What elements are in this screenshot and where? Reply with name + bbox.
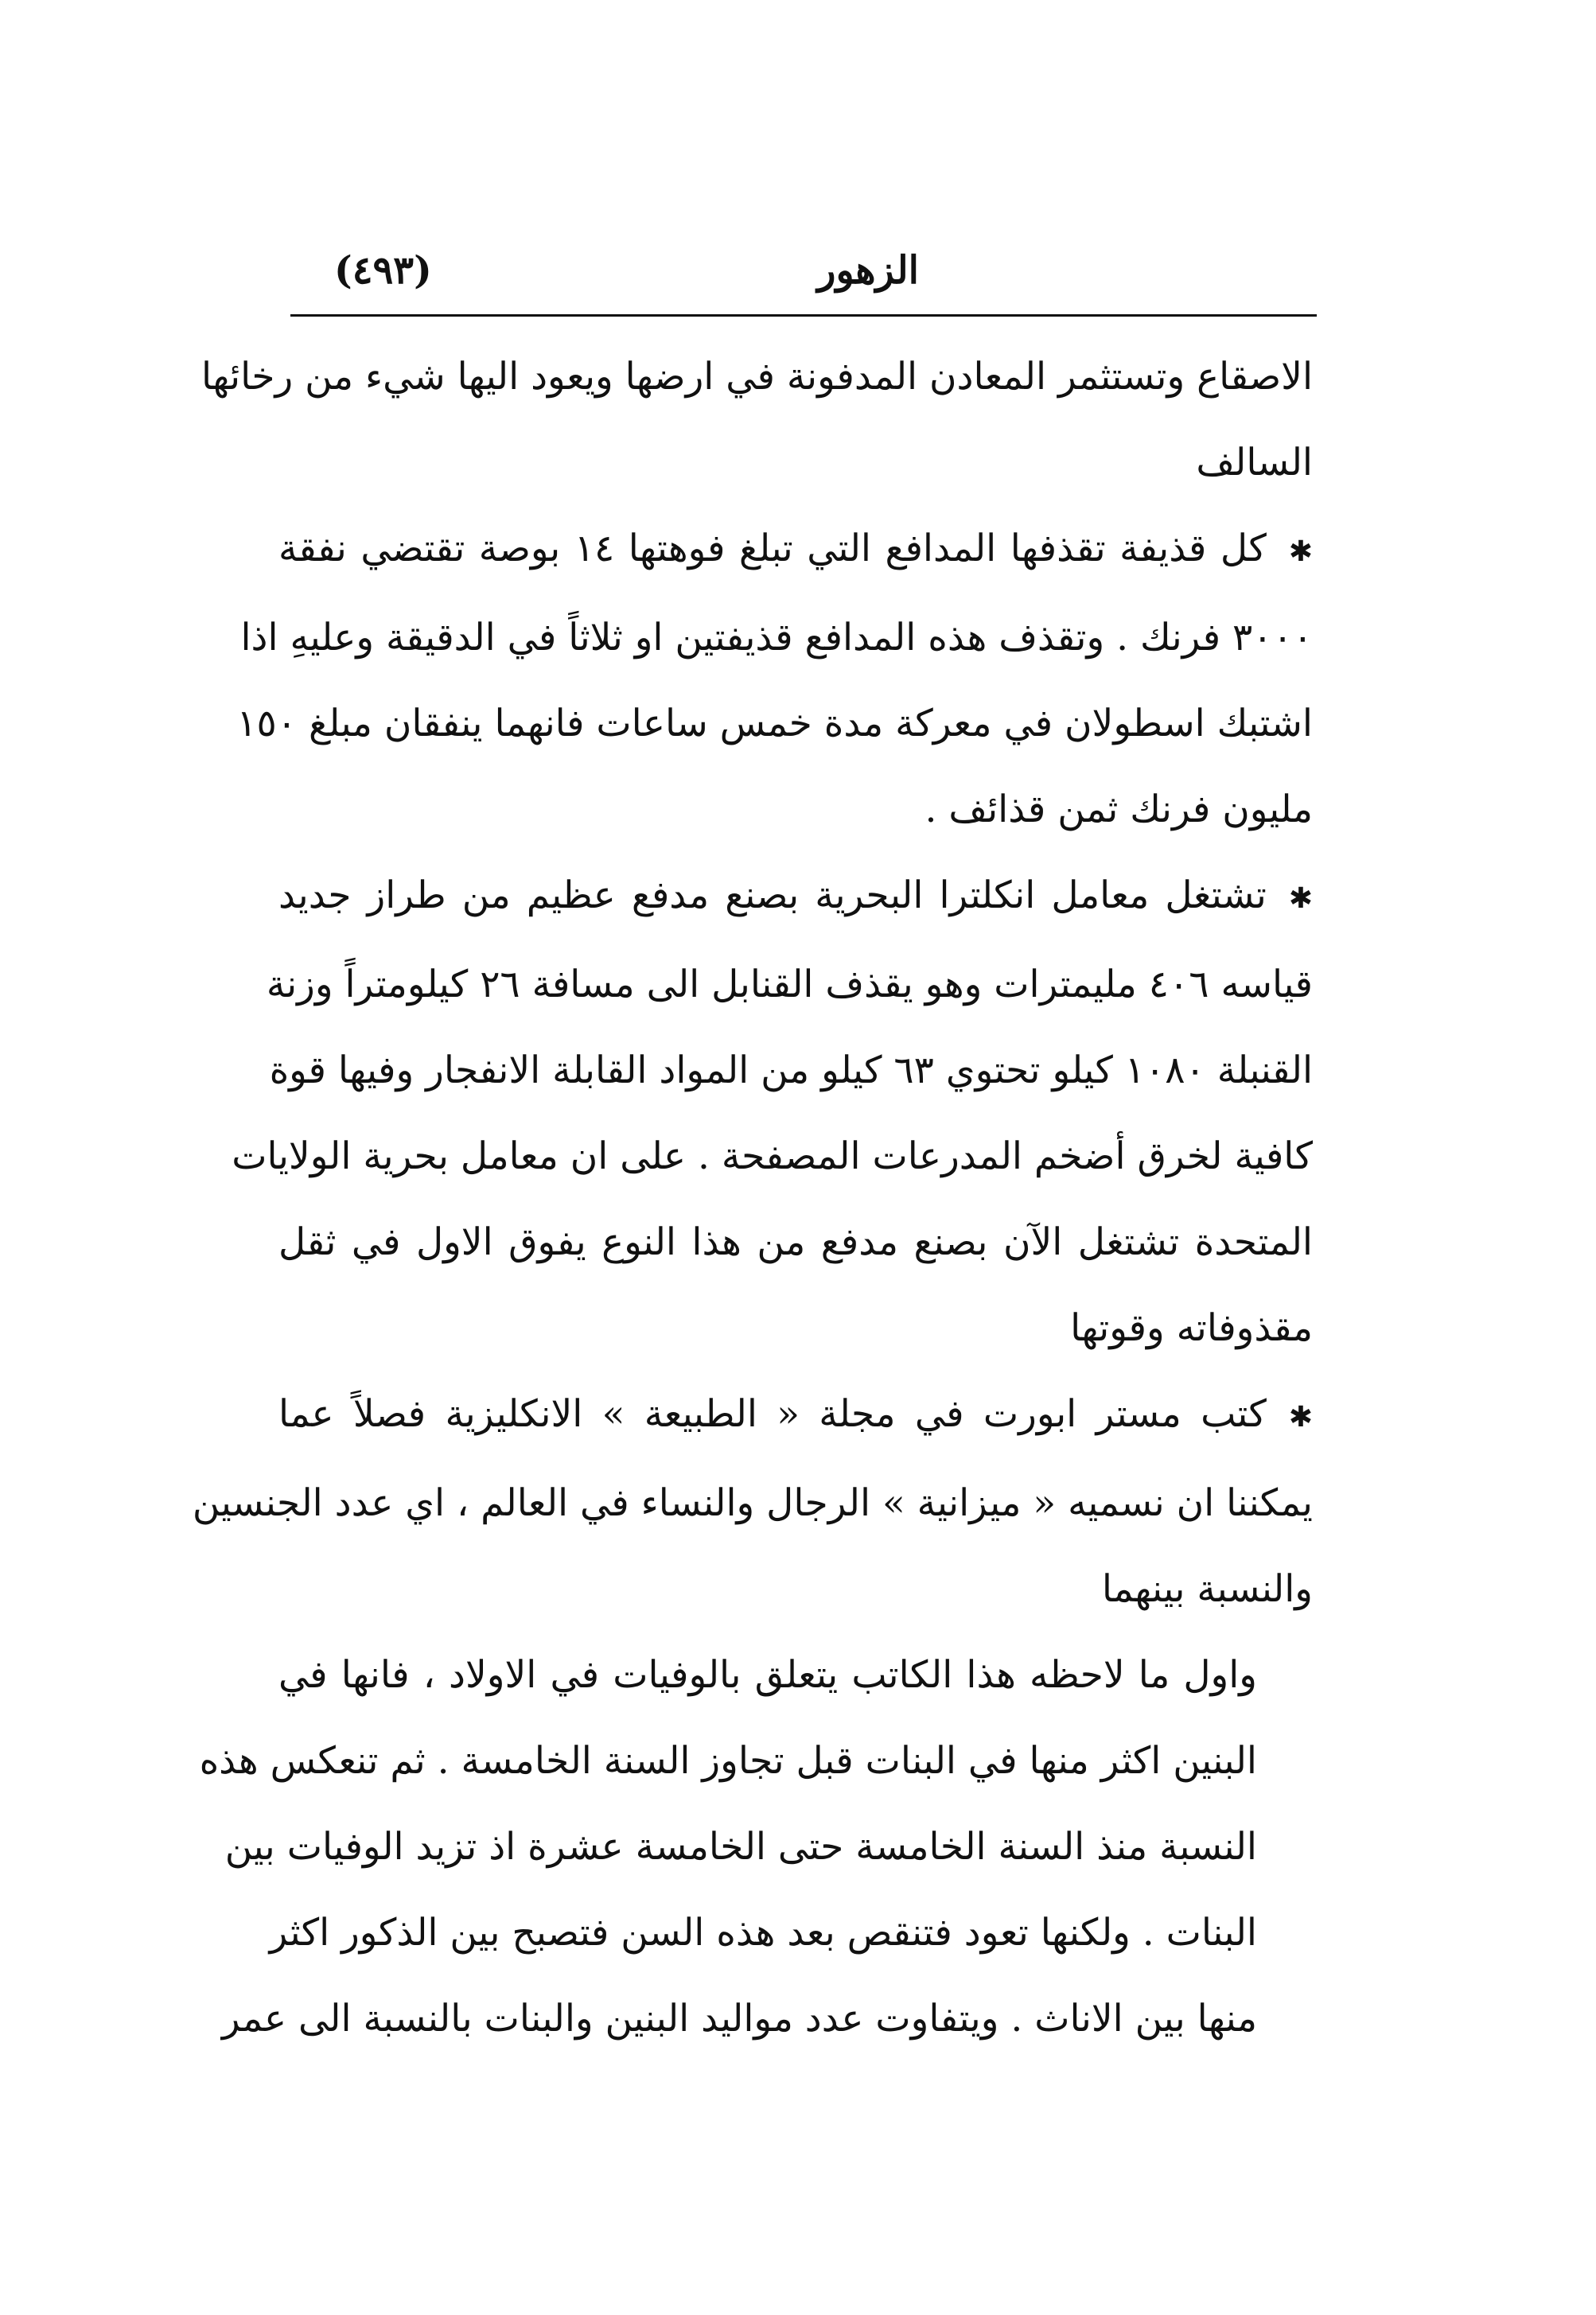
running-title: الزهور (817, 248, 919, 293)
text-line-content: كتب مستر ابورت في مجلة « الطبيعة » الانكليزية فصلاً عما (278, 1392, 1267, 1436)
text-line: السالف (1196, 441, 1313, 484)
text-line-content: تشتغل معامل انكلترا البحرية بصنع مدفع عظيم من طراز جديد (278, 873, 1267, 917)
paragraph (236, 506, 1313, 853)
star-bullet-icon: ✱ (1288, 535, 1313, 568)
text-line-content: كل قذيفة تقذفها المدافع التي تبلغ فوهتها ١٤ بوصة تقتضي نفقة (278, 527, 1267, 570)
paragraph (199, 1632, 1313, 2062)
text-line: النسبة منذ السنة الخامسة حتى الخامسة عشرة اذ تزيد الوفيات بين (224, 1825, 1257, 1869)
text-line: ٣٠٠٠ فرنك . وتقذف هذه المدافع قذيفتين او ثلاثاً في الدقيقة وعليهِ اذا (240, 616, 1313, 659)
text-line: اشتبك اسطولان في معركة مدة خمس ساعات فانهما ينفقان مبلغ ١٥٠ (236, 702, 1313, 745)
paragraph (232, 853, 1313, 1371)
text-line: مقذوفاته وقوتها (1070, 1306, 1313, 1350)
text-line: قياسه ٤٠٦ مليمترات وهو يقذف القنابل الى مسافة ٢٦ كيلومتراً وزنة (266, 963, 1313, 1006)
paragraph (201, 334, 1313, 506)
page-header (286, 239, 1313, 302)
text-line: منها بين الاناث . ويتفاوت عدد مواليد البنين والبنات بالنسبة الى عمر (221, 1997, 1257, 2041)
text-line: والنسبة بينهما (1101, 1567, 1313, 1611)
text-line: كافية لخرق أضخم المدرعات المصفحة . على ان معامل بحرية الولايات (232, 1134, 1313, 1178)
text-line: البنات . ولكنها تعود فتنقص بعد هذه السن فتصبح بين الذكور اكثر (269, 1911, 1257, 1955)
page-number: (٤٩٣) (334, 248, 432, 293)
page-body (192, 334, 1313, 2062)
text-line: يمكننا ان نسميه « ميزانية » الرجال والنساء في العالم ، اي عدد الجنسين (192, 1481, 1313, 1525)
star-bullet-icon: ✱ (1288, 882, 1313, 915)
star-bullet-icon: ✱ (1288, 1401, 1313, 1434)
text-line (278, 853, 1313, 942)
paragraph (192, 1371, 1313, 1632)
text-line: البنين اكثر منها في البنات قبل تجاوز السنة الخامسة . ثم تنعكس هذه (199, 1739, 1257, 1783)
text-line: واول ما لاحظه هذا الكاتب يتعلق بالوفيات في الاولاد ، فانها في (278, 1653, 1257, 1697)
text-line: مليون فرنك ثمن قذائف . (925, 788, 1313, 831)
text-line: المتحدة تشتغل الآن بصنع مدفع من هذا النوع يفوق الاول في ثقل (278, 1220, 1313, 1264)
text-line: الاصقاع وتستثمر المعادن المدفونة في ارضها ويعود اليها شيء من رخائها (201, 355, 1313, 399)
header-rule (290, 314, 1317, 317)
text-line: القنبلة ١٠٨٠ كيلو تحتوي ٦٣ كيلو من المواد القابلة الانفجار وفيها قوة (269, 1049, 1313, 1092)
text-line (278, 506, 1313, 595)
text-line (278, 1371, 1313, 1461)
